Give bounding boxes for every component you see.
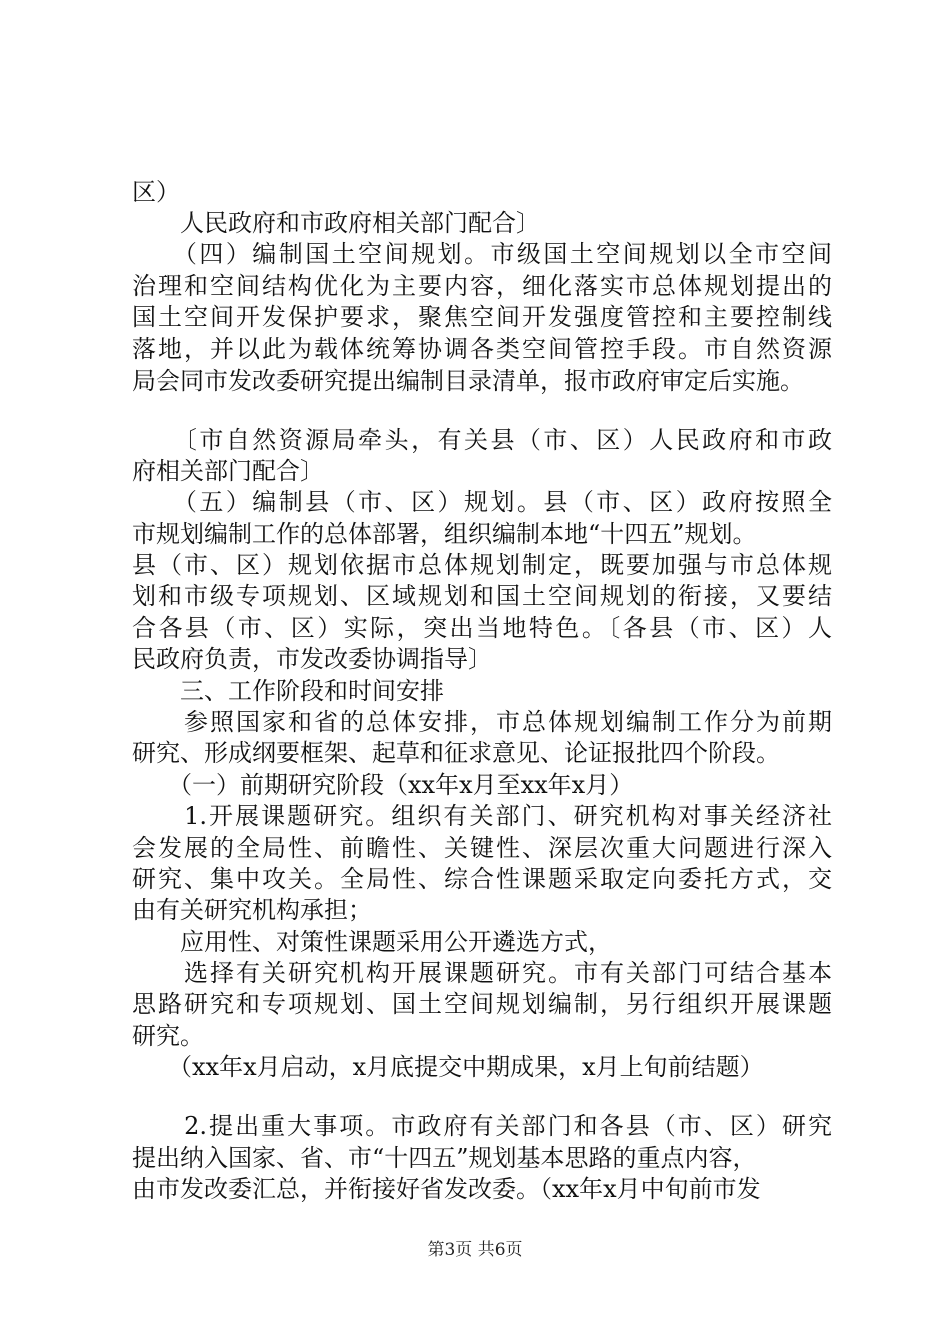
text-line: 合各县（市、区）实际，突出当地特色。〔各县（市、区）人: [132, 614, 832, 642]
text-line: 思路研究和专项规划、国土空间规划编制，另行组织开展课题: [132, 990, 832, 1018]
text-line: 府相关部门配合〕: [132, 457, 324, 485]
text-line: 县（市、区）规划依据市总体规划制定，既要加强与市总体规: [132, 551, 832, 579]
text-line: 研究、形成纲要框架、起草和征求意见、论证报批四个阶段。: [132, 739, 780, 767]
text-line: 1.开展课题研究。组织有关部门、研究机构对事关经济社: [132, 802, 832, 830]
page-footer: 第3页 共6页: [427, 1240, 523, 1260]
text-line: 提出纳入国家、省、市“十四五”规划基本思路的重点内容，: [132, 1144, 757, 1172]
text-line: 国土空间开发保护要求，聚焦空间开发强度管控和主要控制线: [132, 303, 832, 331]
text-line: 由市发改委汇总，并衔接好省发改委。（xx年x月中旬前市发: [132, 1175, 761, 1203]
text-line: 局会同市发改委研究提出编制目录清单，报市政府审定后实施。: [132, 367, 804, 395]
text-line: 研究、集中攻关。全局性、综合性课题采取定向委托方式，交: [132, 865, 832, 893]
text-line: 三、工作阶段和时间安排: [132, 677, 444, 705]
text-line: （五）编制县（市、区）规划。县（市、区）政府按照全: [132, 488, 832, 516]
text-line: 市规划编制工作的总体部署，组织编制本地“十四五”规划。: [132, 520, 757, 548]
text-line: （xx年x月启动，x月底提交中期成果，x月上旬前结题）: [132, 1053, 764, 1081]
text-line: 会发展的全局性、前瞻性、关键性、深层次重大问题进行深入: [132, 834, 832, 862]
text-line: 区）: [132, 178, 180, 206]
text-line: 落地，并以此为载体统筹协调各类空间管控手段。市自然资源: [132, 335, 832, 363]
text-line: 人民政府和市政府相关部门配合〕: [132, 209, 540, 237]
text-line: 2.提出重大事项。市政府有关部门和各县（市、区）研究: [132, 1112, 832, 1140]
text-line: （四）编制国土空间规划。市级国土空间规划以全市空间: [132, 240, 832, 268]
text-line: 应用性、对策性课题采用公开遴选方式，: [132, 928, 612, 956]
text-line: 由有关研究机构承担；: [132, 896, 372, 924]
text-line: 研究。: [132, 1022, 204, 1050]
text-line: 参照国家和省的总体安排，市总体规划编制工作分为前期: [132, 708, 832, 736]
text-line: 民政府负责，市发改委协调指导〕: [132, 645, 492, 673]
text-line: 治理和空间结构优化为主要内容，细化落实市总体规划提出的: [132, 272, 832, 300]
text-line: 划和市级专项规划、区域规划和国土空间规划的衔接，又要结: [132, 582, 832, 610]
text-line: 〔市自然资源局牵头，有关县（市、区）人民政府和市政: [132, 426, 832, 454]
text-line: （一）前期研究阶段（xx年x月至xx年x月）: [132, 771, 634, 799]
text-line: 选择有关研究机构开展课题研究。市有关部门可结合基本: [132, 959, 832, 987]
